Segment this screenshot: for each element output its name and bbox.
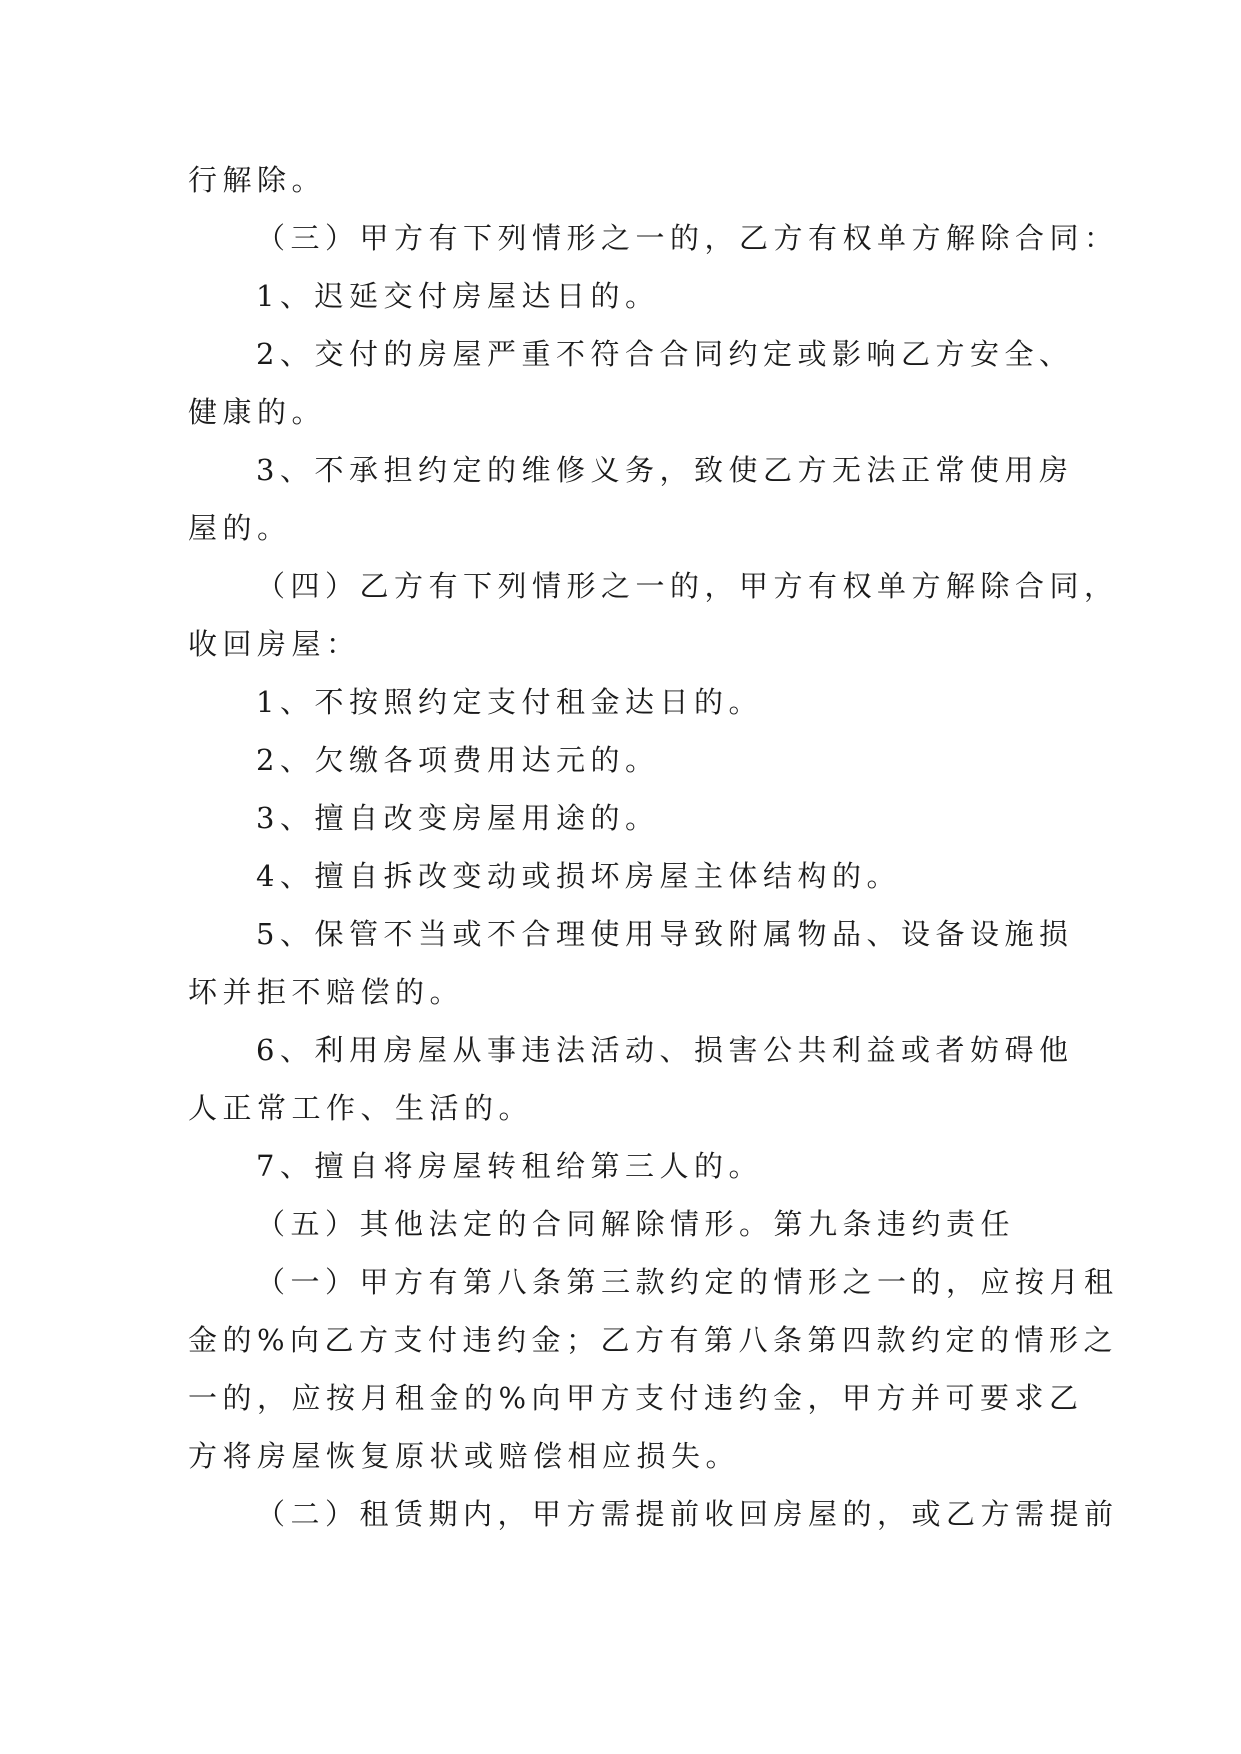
text-line: 3、不承担约定的维修义务，致使乙方无法正常使用房	[256, 453, 1074, 487]
text-line: 屋的。	[188, 511, 292, 545]
text-line: （四）乙方有下列情形之一的，甲方有权单方解除合同，	[256, 569, 1119, 603]
text-line: 2、交付的房屋严重不符合合同约定或影响乙方安全、	[256, 337, 1074, 371]
text-line: 坏并拒不赔偿的。	[188, 975, 465, 1009]
text-line: 行解除。	[188, 163, 327, 197]
text-line: 人正常工作、生活的。	[188, 1091, 534, 1125]
text-line: 方将房屋恢复原状或赔偿相应损失。	[188, 1439, 741, 1473]
text-line: 一的，应按月租金的%向甲方支付违约金，甲方并可要求乙	[188, 1381, 1084, 1415]
text-line: （三）甲方有下列情形之一的，乙方有权单方解除合同：	[256, 221, 1119, 255]
text-line: 7、擅自将房屋转租给第三人的。	[256, 1149, 763, 1183]
text-line: （一）甲方有第八条第三款约定的情形之一的，应按月租	[256, 1265, 1119, 1299]
text-line: 4、擅自拆改变动或损坏房屋主体结构的。	[256, 859, 901, 893]
text-line: 收回房屋：	[188, 627, 361, 661]
text-line: 3、擅自改变房屋用途的。	[256, 801, 660, 835]
text-line: 1、不按照约定支付租金达日的。	[256, 685, 763, 719]
text-line: 1、迟延交付房屋达日的。	[256, 279, 660, 313]
text-line: （二）租赁期内，甲方需提前收回房屋的，或乙方需提前	[256, 1497, 1119, 1531]
text-line: 健康的。	[188, 395, 327, 429]
text-line: 6、利用房屋从事违法活动、损害公共利益或者妨碍他	[256, 1033, 1074, 1067]
text-line: 金的%向乙方支付违约金；乙方有第八条第四款约定的情形之	[188, 1323, 1119, 1357]
text-line: 5、保管不当或不合理使用导致附属物品、设备设施损	[256, 917, 1074, 951]
text-line: 2、欠缴各项费用达元的。	[256, 743, 660, 777]
text-line: （五）其他法定的合同解除情形。第九条违约责任	[256, 1207, 1016, 1241]
